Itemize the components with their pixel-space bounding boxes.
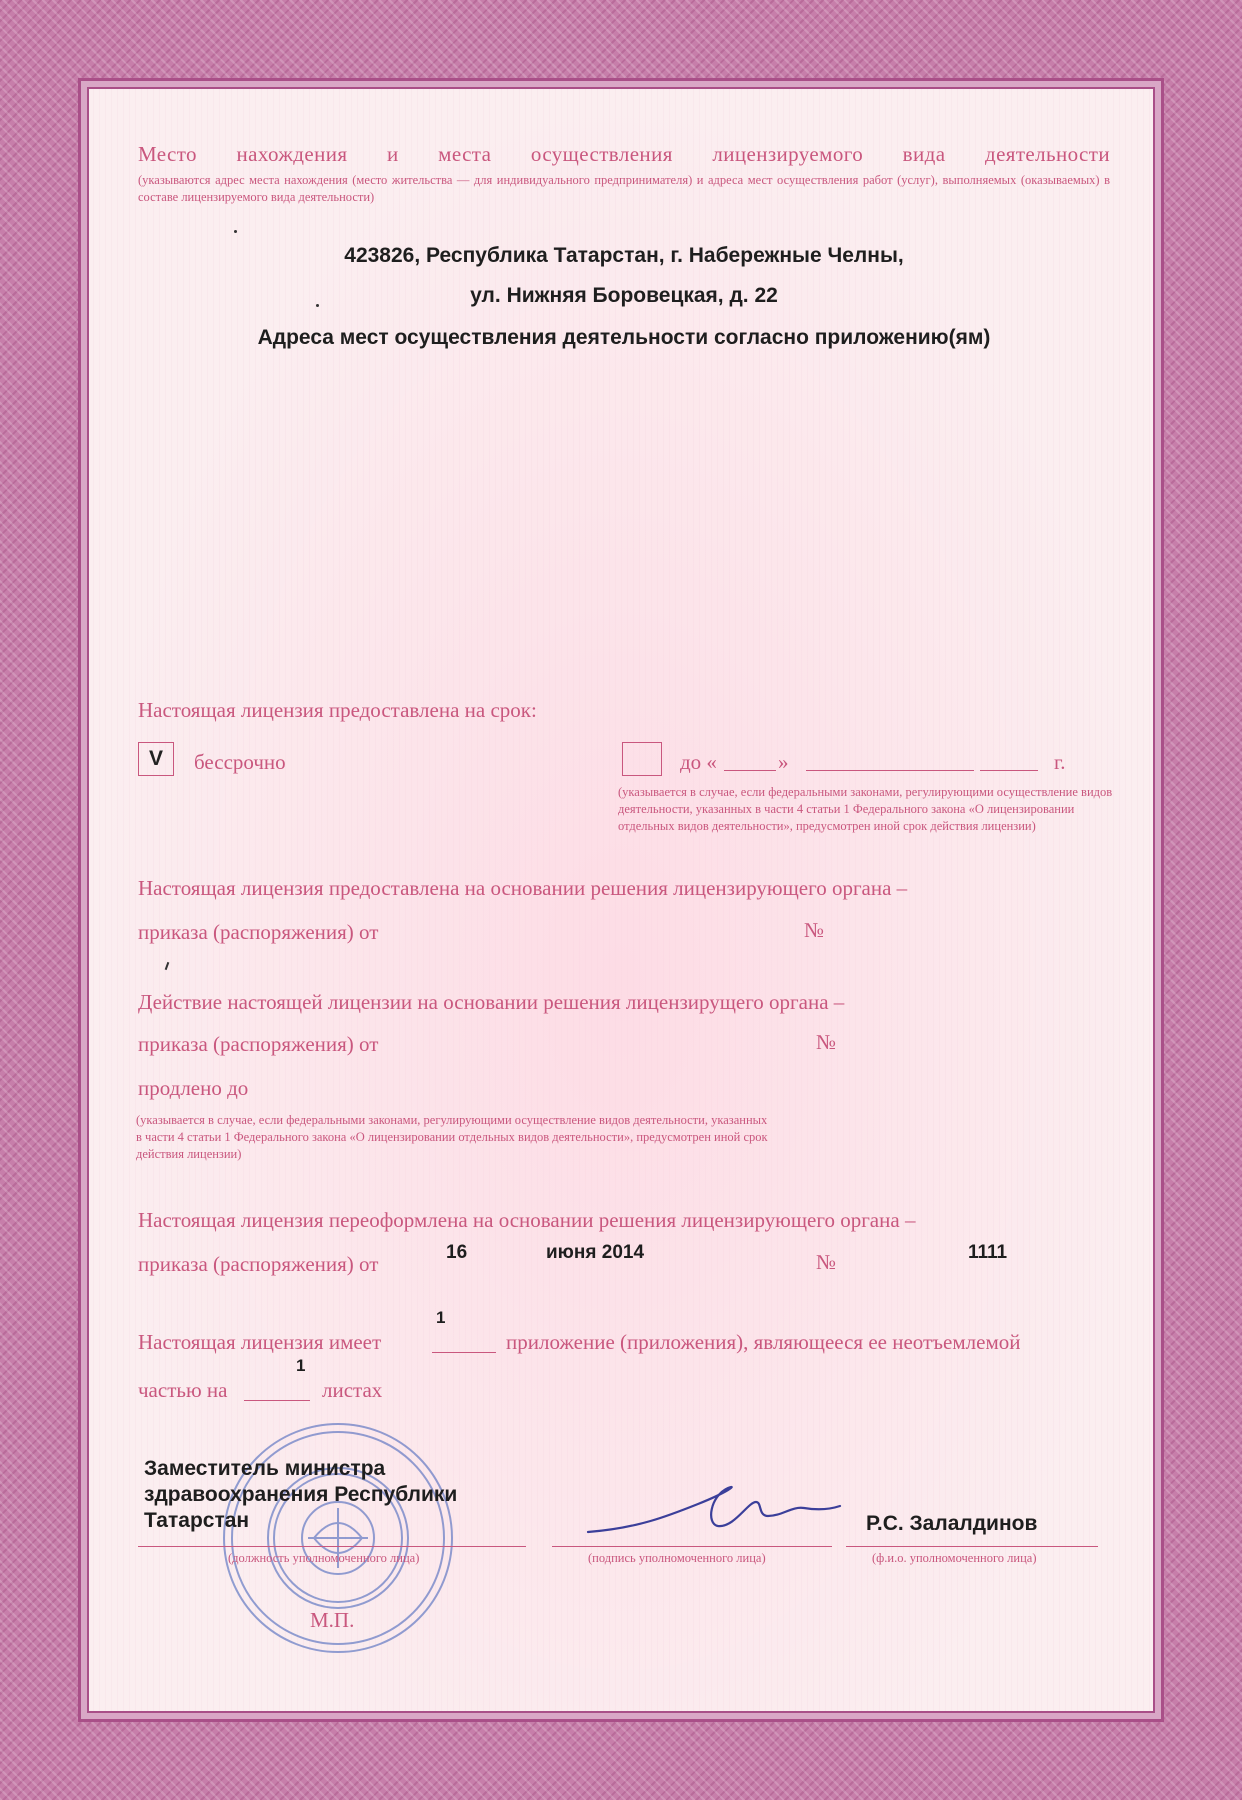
position-caption: (должность уполномоченного лица) [228, 1551, 420, 1565]
until-year-line [980, 770, 1038, 771]
until-checkbox [622, 742, 662, 776]
reissue-order-label: приказа (распоряжения) от [138, 1252, 379, 1276]
appendix-sheets-suffix: листах [322, 1378, 383, 1402]
appendix-sheets-line [244, 1400, 310, 1401]
basis-order-label: приказа (распоряжения) от [138, 920, 379, 944]
until-day-line [724, 770, 776, 771]
appendix-sheets: 1 [296, 1356, 306, 1375]
position-line [138, 1546, 526, 1547]
signature-caption: (подпись уполномоченного лица) [588, 1551, 766, 1565]
appendix-part-prefix: частью на [138, 1378, 228, 1402]
address-line-1: 423826, Республика Татарстан, г. Набережные Челны, [344, 244, 904, 267]
unlimited-label: бессрочно [194, 750, 286, 774]
extension-line: Действие настоящей лицензии на основании решения лицензирущего органа – [138, 990, 845, 1014]
handwritten-signature [578, 1476, 848, 1546]
appendix-count: 1 [436, 1308, 446, 1327]
unlimited-checkbox: V [138, 742, 174, 776]
extension-order-label: приказа (распоряжения) от [138, 1032, 379, 1056]
reissue-line: Настоящая лицензия переоформлена на основании решения лицензирующего органа – [138, 1208, 916, 1232]
until-note: (указывается в случае, если федеральными законами, регулирующими осуществление видов деятельности, указанных в части 4 статьи 1 Федерального закона «О лицензировании отдельных видов деятельности», предусмотрен иной срок действия лицензии) [618, 785, 1113, 833]
basis-number-label: № [804, 918, 825, 942]
until-prefix: до « [680, 750, 717, 774]
appendix-suffix: приложение (приложения), являющееся ее неотъемлемой [506, 1330, 1021, 1354]
term-label: Настоящая лицензия предоставлена на срок: [138, 698, 537, 722]
position-line-3: Татарстан [144, 1509, 250, 1532]
seal-label: М.П. [310, 1608, 355, 1632]
basis-line: Настоящая лицензия предоставлена на основании решения лицензирующего органа – [138, 876, 908, 900]
reissue-month-year: июня 2014 [546, 1242, 645, 1263]
position-line-1: Заместитель министра [144, 1457, 386, 1480]
position-line-2: здравоохранения Республики [144, 1483, 458, 1506]
reissue-number-label: № [816, 1250, 837, 1274]
appendix-count-line [432, 1352, 496, 1353]
paper-speck [234, 230, 237, 233]
appendix-prefix: Настоящая лицензия имеет [138, 1330, 382, 1354]
section-title: Место нахождения и места осуществления лицензируемого вида деятельности [138, 142, 1110, 166]
name-line [846, 1546, 1098, 1547]
until-month-line [806, 770, 974, 771]
address-line-3: Адреса мест осуществления деятельности согласно приложению(ям) [257, 326, 991, 349]
until-mid: » [778, 750, 789, 774]
reissue-day: 16 [446, 1242, 468, 1263]
name-caption: (ф.и.о. уполномоченного лица) [872, 1551, 1037, 1565]
reissue-number: 1111 [968, 1242, 1008, 1263]
year-suffix: г. [1054, 750, 1066, 774]
extended-until-label: продлено до [138, 1076, 249, 1100]
extension-note: (указывается в случае, если федеральными законами, регулирующими осуществление видов деятельности, указанных в части 4 статьи 1 Федерального закона «О лицензировании отдельных видов деятельности», предусмотрен иной срок действия лицензии) [136, 1113, 768, 1161]
address-line-2: ул. Нижняя Боровецкая, д. 22 [470, 284, 778, 307]
extension-number-label: № [816, 1030, 837, 1054]
signature-line [552, 1546, 832, 1547]
signatory-name: Р.С. Залалдинов [866, 1512, 1038, 1535]
section-note: (указываются адрес места нахождения (место жительства — для индивидуального предпринимателя) и адреса мест осуществления работ (услуг), выполняемых (оказываемых) в составе лицензируемого вида деятельности) [138, 173, 1110, 204]
